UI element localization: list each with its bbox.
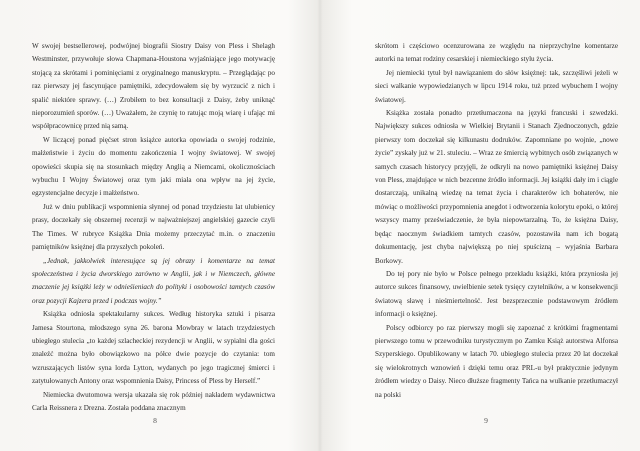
paragraph: W swojej bestsellerowej, podwójnej biografii Siostry Daisy von Pless i Shelagh Westminster, przywołuje słowa Chapmana-Houstona wyjaśniające jego motywację stojącą za skrótami i pominięciami z oryginalnego manuskryptu. – Przeglądając po raz pierwszy jej fascynujące pamiętniki, zdecydowałem się by wyrzucić z nich i spalić niektóre sprawy. (…) Zrobiłem to bez konsultacji z Daisy, żeby uniknąć nieporozumień sporów. (…) Uważałem, że czynię to ratując moją wiarę i ufając mi współpracownicę przed nią samą. (32, 42, 275, 131)
paragraph: W liczącej ponad pięćset stron książce autorka opowiada o swojej rodzinie, małżeństwie i życiu do momentu zakończenia I wojny światowej. W swojej opowieści skupia się na stosunkach między Anglią a Niemcami, okolicznościach wybuchu I Wojny Światowej oraz tym jaki miała ona wpływ na jej życie, egzystencjalne decyzje i małżeństwo. (32, 135, 275, 198)
paragraph: Już w dniu publikacji wspomnienia słynnej od ponad trzydziestu lat ulubienicy prasy, doczekały się obszernej recenzji w najważniejszej angielskiej gazecie czyli The Times. W rubryce Książka Dnia możemy przeczytać m.in. o znaczeniu pamiętników księżnej dla przyszłych pokoleń. (32, 202, 275, 252)
page-number: 8 (153, 416, 157, 425)
paragraph: Jej niemiecki tytuł był nawiązaniem do słów księżnej: tak, szczęśliwi jeżeli w sieci walkanie wypowiedzianych w lipcu 1914 roku, tuż przed wybuchem I wojny światowej. (375, 68, 618, 104)
paragraph: Książka została ponadto przetłumaczona na języki francuski i szwedzki. Największy sukces odniosła w Wielkiej Brytanii i Stanach Zjednoczonych, gdzie pierwszy tom doczekał się kilkunastu dodruków. Zapomniane po wojnie, „nowe życie” zyskały już w 21. stuleciu. – Wraz ze śmiercią wybitnych osób związanych w samych czasach historycy przyjęli, że odkryli na nowo pamiętniki księżnej Daisy von Pless, znajdujące w nich bezcenne źródło informacji. Jej książki dały im i ciągle dostarczają, unikalną wiedzę na temat życia i charakterów ich bohaterów, nie mówiąc o możliwości przypomnienia anegdot i odtworzenia kolorytu epoki, o której wszyscy mamy przeświadczenie, że była niepowtarzalną. To, że księżna Daisy, będąc naocznym świadkiem tamtych czasów, pozostawiła nam ich bogatą dokumentację, jest chyba największą po niej spuścizną – wyjaśnia Barbara Borkowy. (375, 109, 618, 265)
paragraph: Niemiecka dwutomowa wersja ukazała się rok później nakładem wydawnictwa Carla Reissnera z Drezna. Została poddana znacznym (32, 390, 275, 412)
left-page (32, 40, 275, 415)
paragraph: Do tej pory nie było w Polsce pełnego przekładu książki, która przyniosła jej autorce sukces finansowy, uwielbienie setek tysięcy czytelników, a w konsekwencji światową sławę i nieśmiertelność. Jest bezsprzecznie podstawowym źródłem informacji o księżnej. (375, 269, 618, 319)
paragraph: Książka odniosła spektakularny sukces. Według historyka sztuki i pisarza Jamesa Stourtona, młodszego syna 26. barona Mowbray w latach trzydziestych ubiegłego stulecia „to każdej szlacheckiej rezydencji w Anglii, w sypialni dla gości znaleźć można było obowiązkowo na półce dwie pozycje do czytania: tom wzruszających listów syna lorda Lytton, wydanych po jego tragicznej śmierci i zatytułowanych Antony oraz wspomnienia Daisy, Princess of Pless by Herself.” (32, 310, 275, 386)
right-page (375, 40, 618, 402)
quote-paragraph: „Jednak, jakkolwiek interesujące są jej obrazy i komentarze na temat społeczeństwa i życia dworskiego zarówno w Anglii, jak i w Niemczech, główne znaczenie jej książki leży w odnieśieniach do polityki i osobowości tamtych czasów oraz pozycji Kajzera przed i podczas wojny.” (32, 256, 275, 305)
paragraph: Polscy odbiorcy po raz pierwszy mogli się zapoznać z krótkimi fragmentami pierwszego tomu w przewodniku turystycznym po Zamku Książ autorstwa Alfonsa Szyperskiego. Opublikowany w latach 70. ubiegłego stulecia przez 20 lat doczekał się wielokrotnych wznowień i dzięki temu oraz PRL-u był praktycznie jedynym źródłem wiedzy o Daisy. Nieco dłuższe fragmenty Tańca na wulkanie przetłumaczył na polski (375, 323, 618, 399)
page-number: 9 (484, 416, 488, 425)
paragraph: skrótom i częściowo ocenzurowana ze względu na nieprzychylne komentarze autorki na temat rodziny cesarskiej i niemieckiego stylu życia. (375, 42, 618, 64)
